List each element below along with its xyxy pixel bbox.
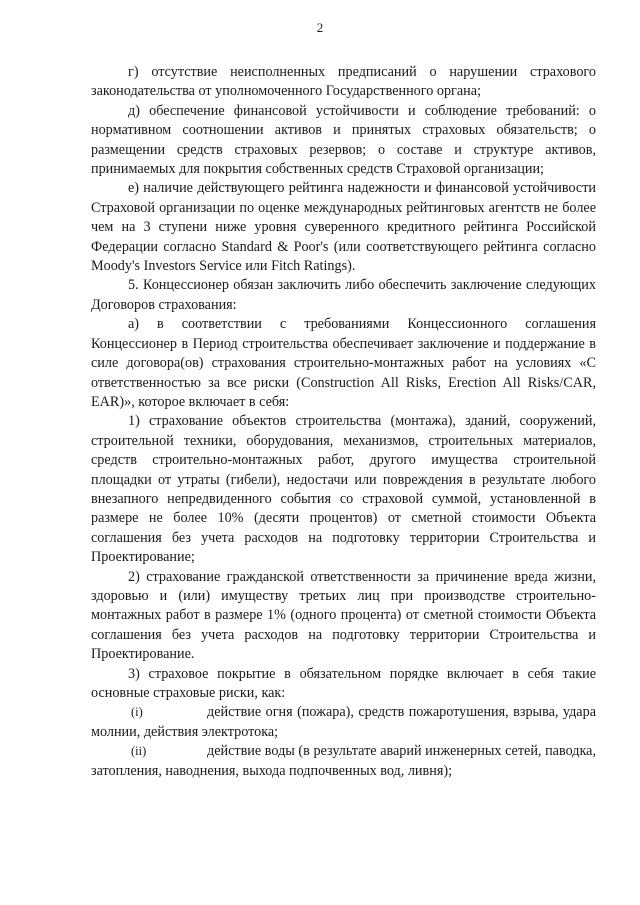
risk-item-text: действие огня (пожара), средств пожаротушения, взрыва, удара молнии, действия электротока; <box>91 704 596 740</box>
paragraph-a: а) в соответствии с требованиями Концессионного соглашения Концессионер в Период строительства обеспечивает заключение и поддержание в силе договора(ов) страхования строительно-монтажных работ на условиях «С ответственностью за все риски (Construction All Risks, Erection All Risks/CAR, EAR)», которое включает в себя: <box>91 316 596 410</box>
paragraph-e: е) наличие действующего рейтинга надежности и финансовой устойчивости Страховой организации по оценке международных рейтинговых агентств не более чем на 3 ступени ниже уровня суверенного кредитного рейтинга Российской Федерации согласно Standard & Poor's (или соответствующего рейтинга согласно Moody's Investors Service или Fitch Ratings). <box>91 180 596 275</box>
clause-5: 5. Концессионер обязан заключить либо обеспечить заключение следующих Договоров страхования: <box>91 277 596 313</box>
risk-item-i <box>91 703 596 742</box>
document-body <box>91 63 596 781</box>
item-1: 1) страхование объектов строительства (монтажа), зданий, сооружений, строительной техники, оборудования, механизмов, строительных материалов, средств строительно-монтажных работ, другого имущества строительной площадки от утраты (гибели), недостачи или повреждения в результате любого внезапного непредвиденного события со страховой суммой, установленной в размере не более 10% (десяти процентов) от сметной стоимости Объекта соглашения без учета расходов на подготовку территории Строительства и Проектирование; <box>91 413 596 566</box>
item-3: 3) страховое покрытие в обязательном порядке включает в себя такие основные страховые риски, как: <box>91 665 596 701</box>
page-number: 2 <box>316 20 324 35</box>
risk-item-marker: (ii) <box>131 744 147 759</box>
paragraph-g: г) отсутствие неисполненных предписаний о нарушении страхового законодательства от уполномоченного Государственного органа; <box>91 64 596 100</box>
risk-item-text: действие воды (в результате аварий инженерных сетей, паводка, затопления, наводнения, выхода подпочвенных вод, ливня); <box>91 743 596 779</box>
risk-item-ii <box>91 742 596 781</box>
paragraph-d: д) обеспечение финансовой устойчивости и соблюдение требований: о нормативном соотношении активов и принятых страховых обязательств; о размещении средств страховых резервов; о составе и структуре активов, принимаемых для покрытия собственных средств Страховой организации; <box>91 102 596 178</box>
item-2: 2) страхование гражданской ответственности за причинение вреда жизни, здоровью и (или) имуществу третьих лиц при производстве строительно-монтажных работ в размере 1% (одного процента) от сметной стоимости Объекта соглашения без учета расходов на подготовку территории Строительства и Проектирование. <box>91 568 596 663</box>
risk-item-marker: (i) <box>131 705 143 720</box>
